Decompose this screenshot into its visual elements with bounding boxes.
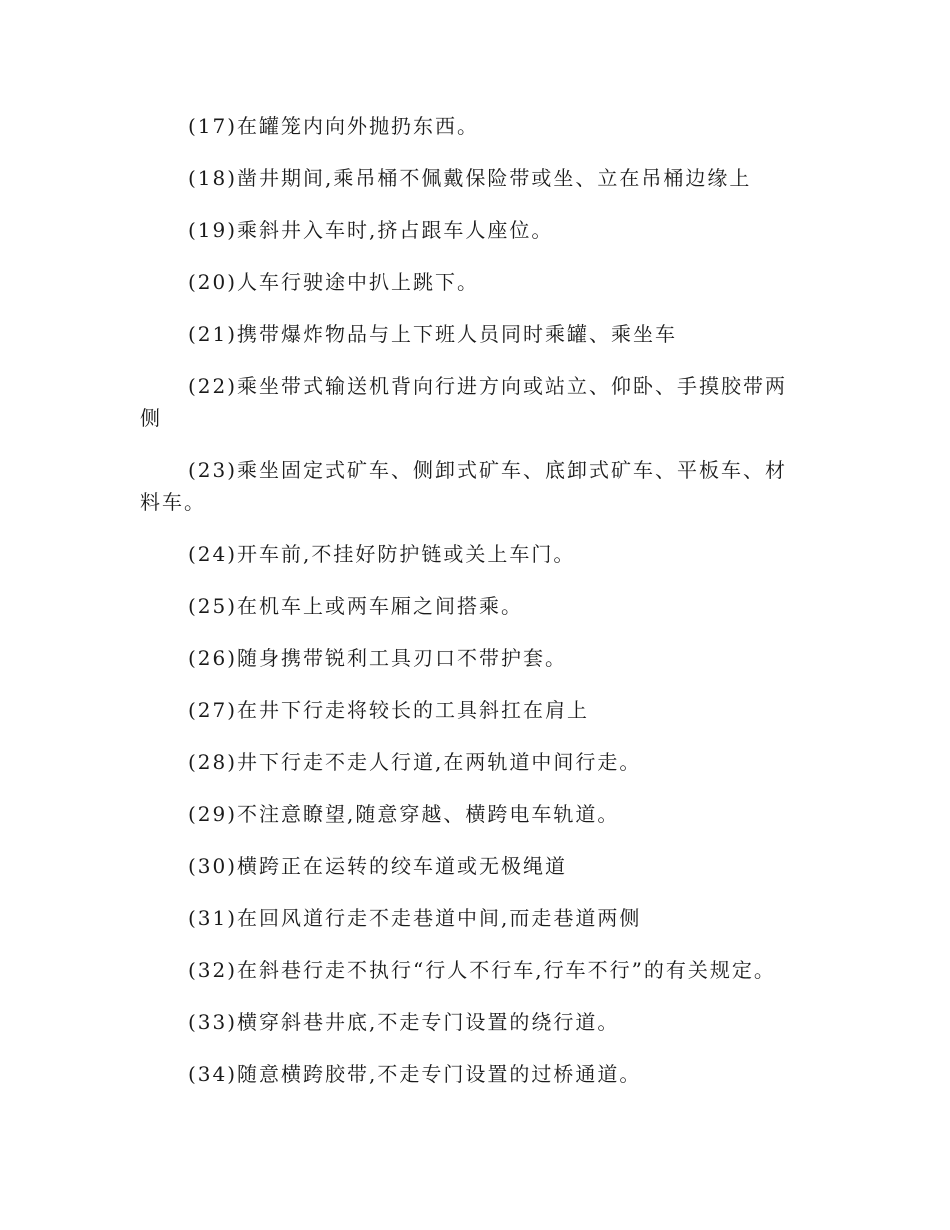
paragraph-17: (17)在罐笼内向外抛扔东西。 [188, 114, 480, 138]
paragraph-23: (23)乘坐固定式矿车、侧卸式矿车、底卸式矿车、平板车、材料车。 [140, 458, 788, 514]
paragraph-33: (33)横穿斜巷井底,不走专门设置的绕行道。 [188, 1010, 620, 1034]
paragraph-24: (24)开车前,不挂好防护链或关上车门。 [188, 542, 576, 566]
paragraph-22: (22)乘坐带式输送机背向行进方向或站立、仰卧、手摸胶带两侧 [140, 374, 788, 430]
paragraph-18: (18)凿井期间,乘吊桶不佩戴保险带或坐、立在吊桶边缘上 [188, 166, 752, 190]
document-body [140, 110, 800, 1110]
paragraph-21: (21)携带爆炸物品与上下班人员同时乘罐、乘坐车 [188, 322, 678, 346]
paragraph-34: (34)随意横跨胶带,不走专门设置的过桥通道。 [188, 1062, 642, 1086]
paragraph-26: (26)随身携带锐利工具刃口不带护套。 [188, 646, 568, 670]
paragraph-27: (27)在井下行走将较长的工具斜扛在肩上 [188, 698, 590, 722]
paragraph-30: (30)横跨正在运转的绞车道或无极绳道 [188, 854, 568, 878]
paragraph-32: (32)在斜巷行走不执行“行人不行车,行车不行”的有关规定。 [188, 958, 776, 982]
paragraph-19: (19)乘斜井入车时,挤占跟车人座位。 [188, 218, 554, 242]
paragraph-28: (28)井下行走不走人行道,在两轨道中间行走。 [188, 750, 642, 774]
paragraph-20: (20)人车行驶途中扒上跳下。 [188, 270, 480, 294]
paragraph-31: (31)在回风道行走不走巷道中间,而走巷道两侧 [188, 906, 642, 930]
paragraph-25: (25)在机车上或两车厢之间搭乘。 [188, 594, 524, 618]
paragraph-29: (29)不注意瞭望,随意穿越、横跨电车轨道。 [188, 802, 620, 826]
